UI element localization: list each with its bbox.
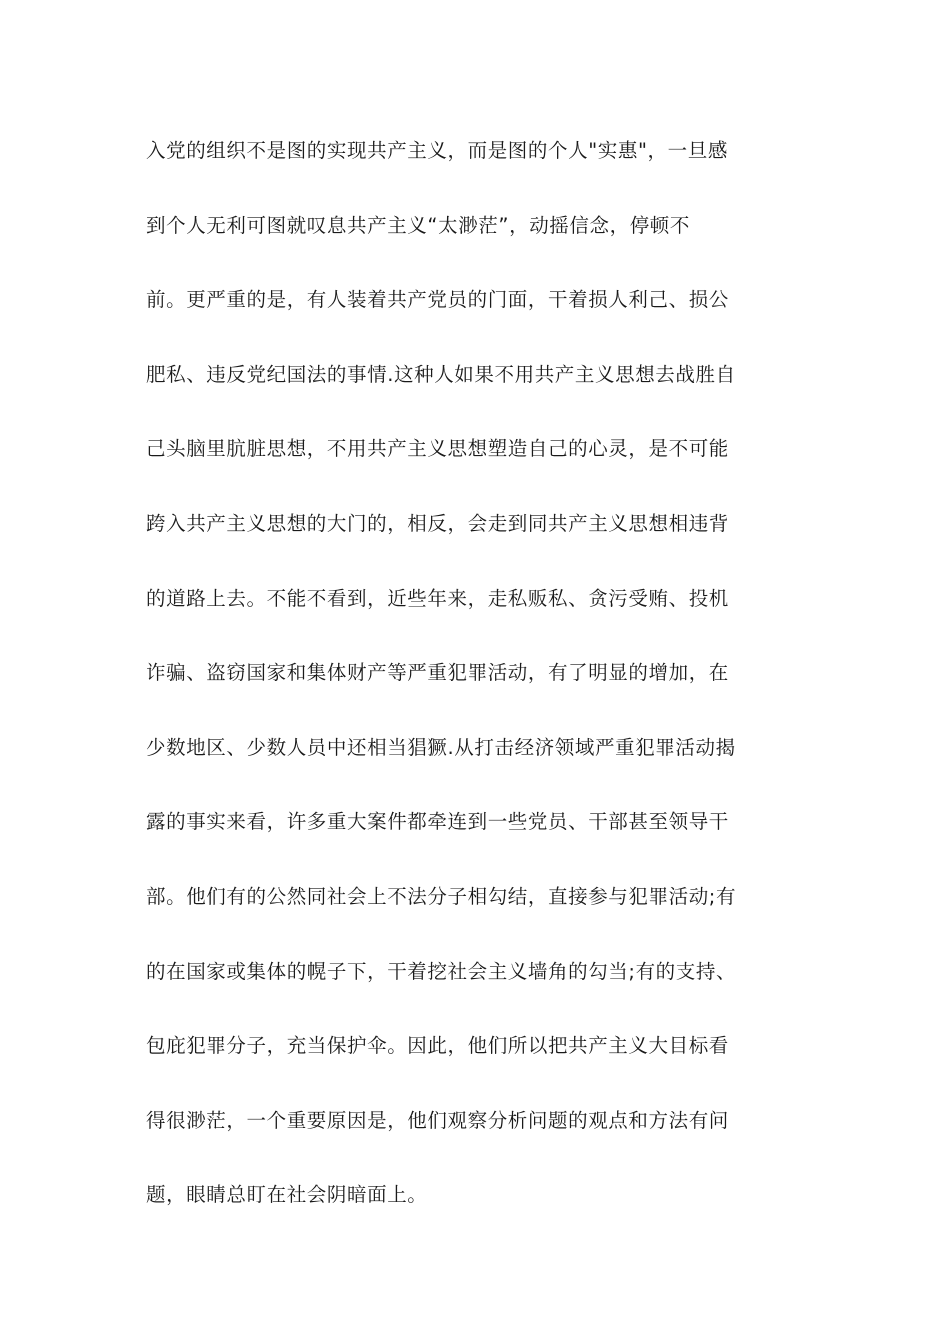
body-text <box>146 131 816 1250</box>
text-line: 己头脑里肮脏思想，不用共产主义思想塑造自己的心灵，是不可能 <box>146 437 729 461</box>
text-line: 诈骗、盗窃国家和集体财产等严重犯罪活动，有了明显的增加，在 <box>146 661 729 685</box>
text-line: 露的事实来看，许多重大案件都牵连到一些党员、干部甚至领导干 <box>146 810 729 834</box>
text-line: 前。更严重的是，有人装着共产党员的门面，干着损人利己、损公 <box>146 288 729 312</box>
text-line: 肥私、违反党纪国法的事情.这种人如果不用共产主义思想去战胜自 <box>146 362 736 386</box>
text-line: 入党的组织不是图的实现共产主义，而是图的个人"实惠"，一旦感 <box>146 139 728 162</box>
text-line: 包庇犯罪分子，充当保护伞。因此，他们所以把共产主义大目标看 <box>146 1034 729 1058</box>
text-line: 部。他们有的公然同社会上不法分子相勾结，直接参与犯罪活动;有 <box>146 884 737 908</box>
text-line: 跨入共产主义思想的大门的，相反，会走到同共产主义思想相违背 <box>146 511 729 535</box>
text-line: 得很渺茫，一个重要原因是，他们观察分析问题的观点和方法有问 <box>146 1108 729 1132</box>
text-line: 少数地区、少数人员中还相当猖獗.从打击经济领域严重犯罪活动揭 <box>146 735 736 759</box>
text-line: 的道路上去。不能不看到，近些年来，走私贩私、贪污受贿、投机 <box>146 586 729 610</box>
text-line: 题，眼睛总盯在社会阴暗面上。 <box>146 1183 428 1207</box>
text-line: 到个人无利可图就叹息共产主义“太渺茫”，动摇信念，停顿不 <box>146 213 691 237</box>
text-line: 的在国家或集体的幌子下，干着挖社会主义墙角的勾当;有的支持、 <box>146 959 737 983</box>
